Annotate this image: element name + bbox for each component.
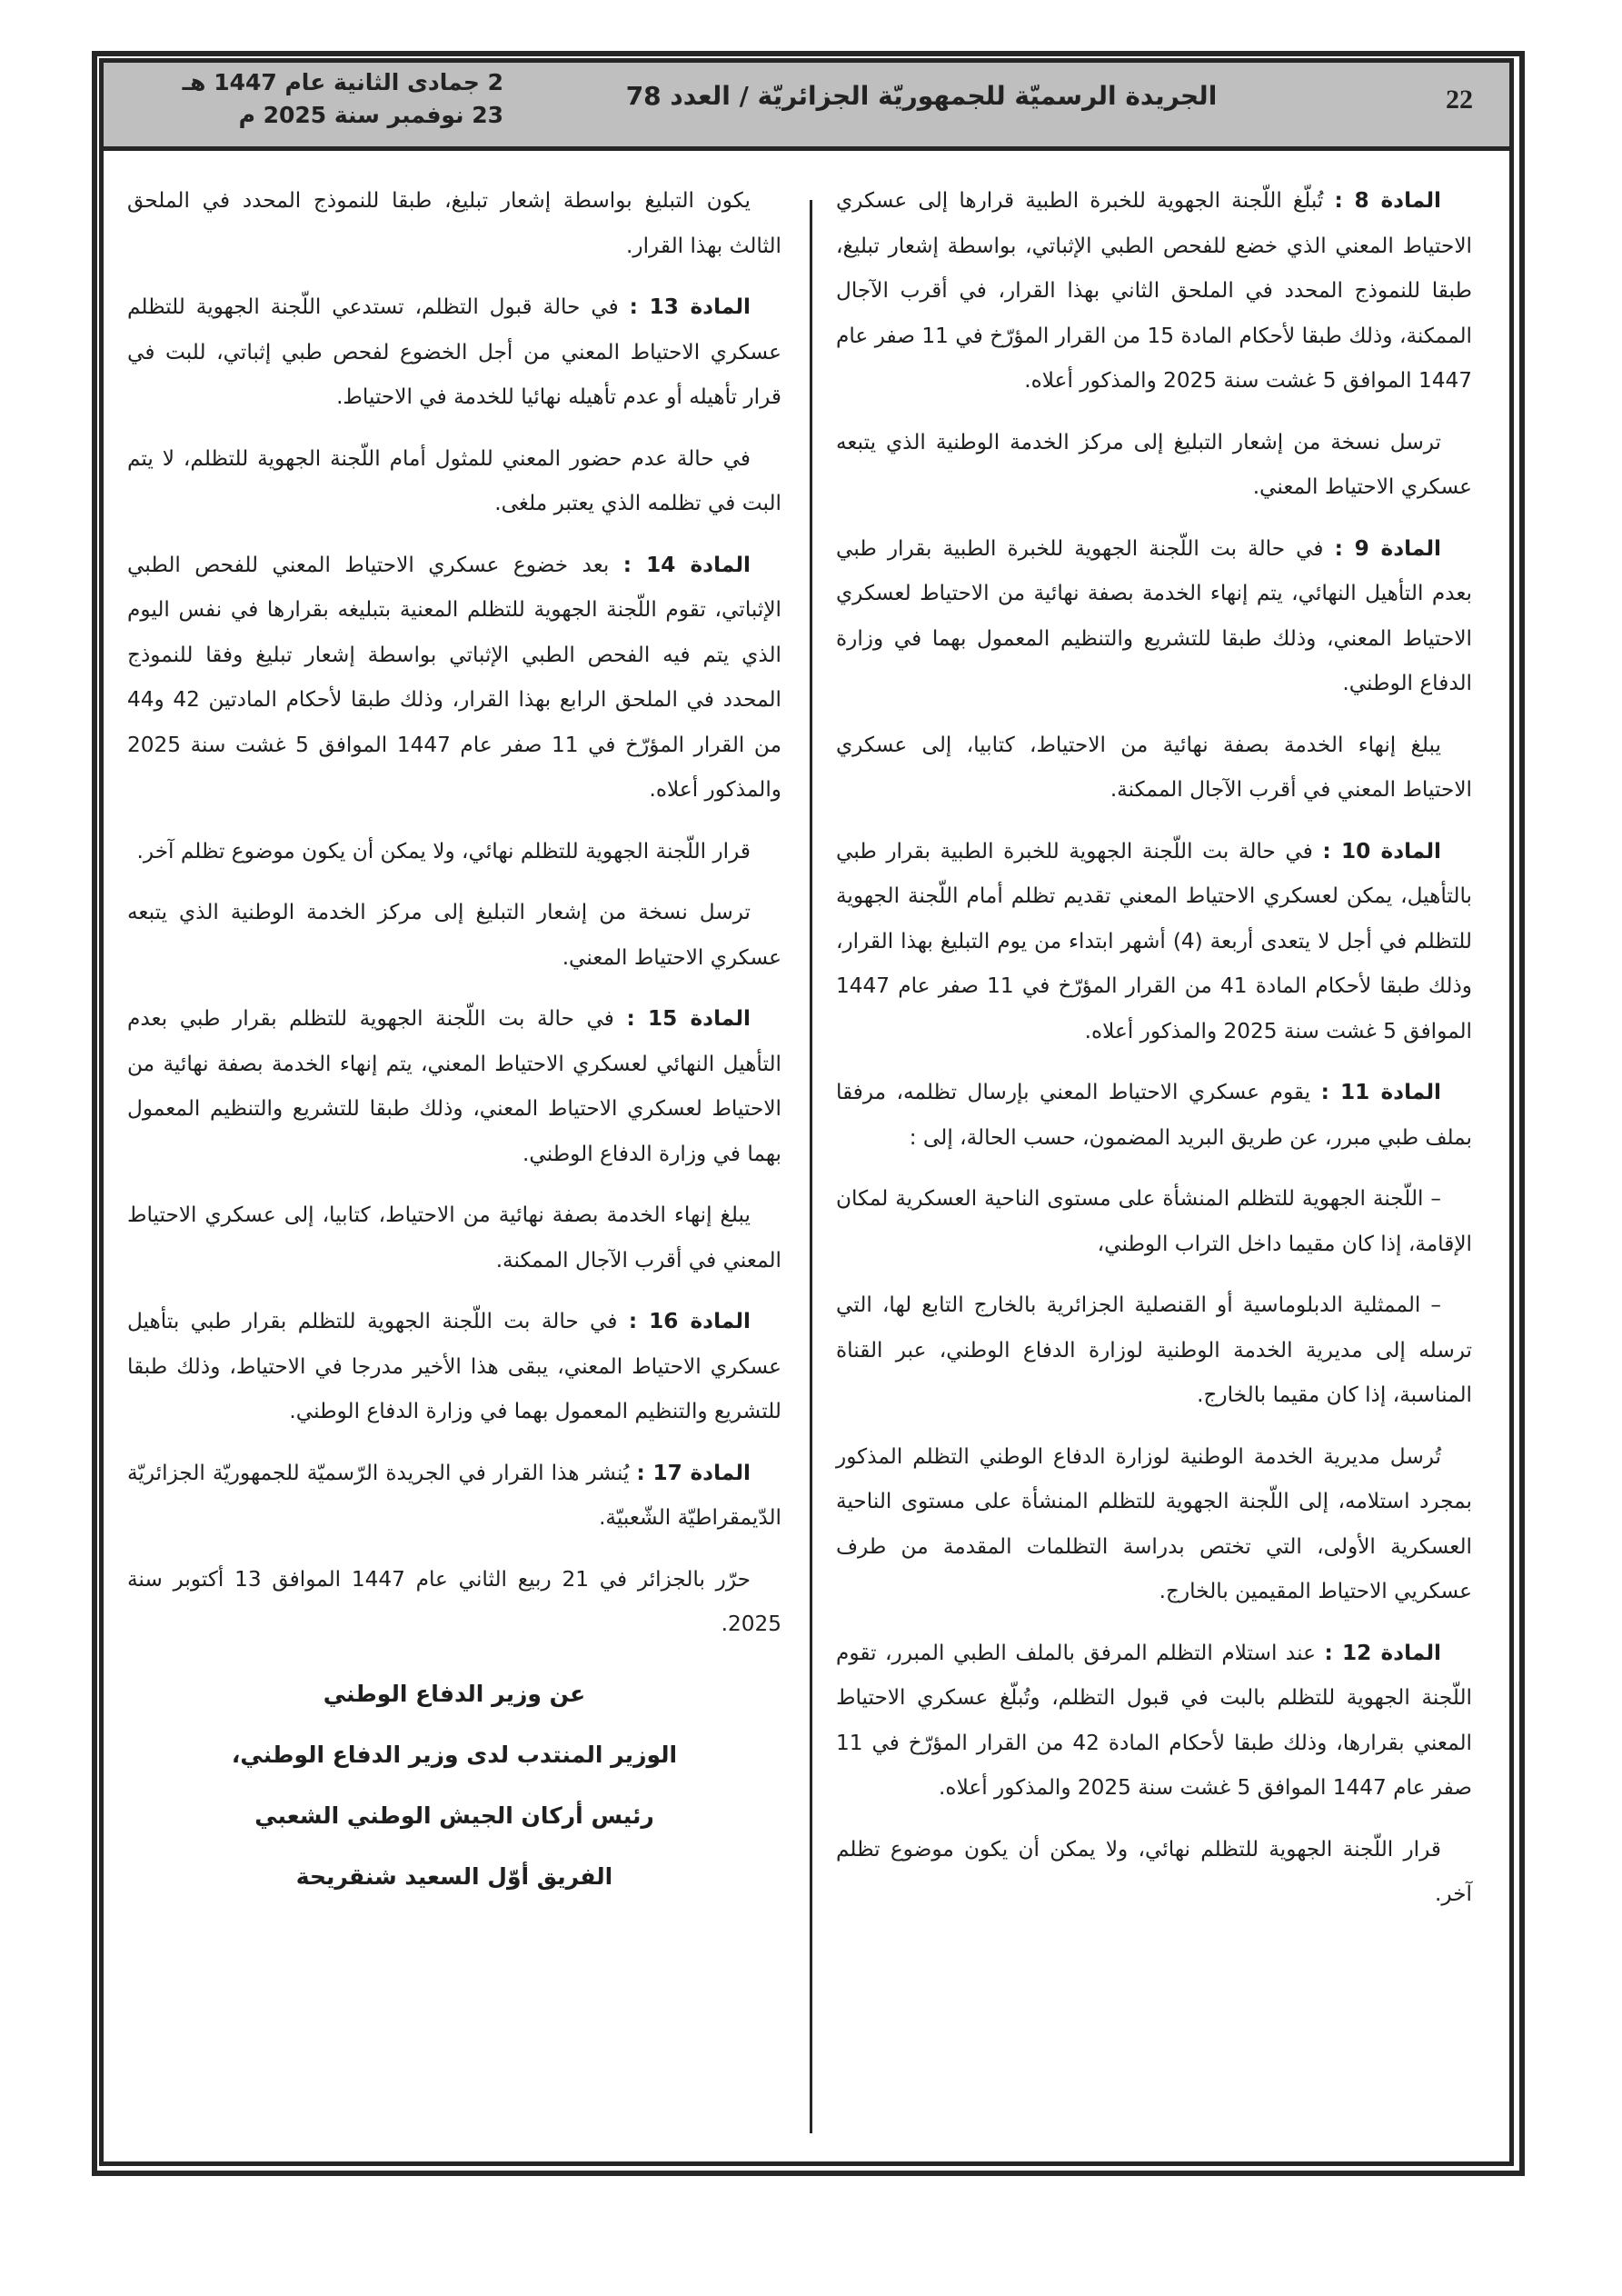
paragraph-text: تُرسل مديرية الخدمة الوطنية لوزارة الدفاع الوطني التظلم المذكور بمجرد استلامه، إلى اللّجنة الجهوية للتظلم المنشأة على مستوى الناحية العسكرية الأولى، التي تختص بدراسة التظلمات المقدمة من طرف عسكريي الاحتياط المقيمين بالخارج. xyxy=(836,1443,1472,1603)
right-column xyxy=(836,178,1472,1933)
article-text: في حالة بت اللّجنة الجهوية للتظلم بقرار طبي بعدم التأهيل النهائي لعسكري الاحتياط المعني، يتم إنهاء الخدمة بصفة نهائية من الاحتياط لعسكري الاحتياط المعني، وذلك طبقا للتشريع والتنظيم المعمول بهما في وزارة الدفاع الوطني. xyxy=(127,1006,781,1166)
article-text: في حالة بت اللّجنة الجهوية للتظلم بقرار طبي بتأهيل عسكري الاحتياط المعني، يبقى هذا الأخير مدرجا في الاحتياط، وذلك طبقا للتشريع والتنظيم المعمول بهما في وزارة الدفاع الوطني. xyxy=(127,1309,781,1423)
signature-line: الوزير المنتدب لدى وزير الدفاع الوطني، xyxy=(231,1741,678,1768)
date-hijri: 2 جمادى الثانية عام 1447 هـ xyxy=(182,69,503,95)
paragraph-text: ترسل نسخة من إشعار التبليغ إلى مركز الخدمة الوطنية الذي يتبعه عسكري الاحتياط المعني. xyxy=(127,900,781,970)
article-text: في حالة قبول التظلم، تستدعي اللّجنة الجهوية للتظلم عسكري الاحتياط المعني من أجل الخضوع لفحص طبي إثباتي، للبت في قرار تأهيله أو عدم تأهيله نهائيا للخدمة في الاحتياط. xyxy=(127,294,781,409)
article-text: تُبلّغ اللّجنة الجهوية للخبرة الطبية قرارها إلى عسكري الاحتياط المعني الذي خضع للفحص الطبي الإثباتي، بواسطة إشعار تبليغ، طبقا للنموذج المحدد في الملحق الثاني بهذا القرار، في أقرب الآجال الممكنة، وذلك طبقا لأحكام المادة 15 من القرار المؤرّخ في 11 صفر عام 1447 الموافق 5 غشت سنة 2025 والمذكور أعلاه. xyxy=(836,188,1472,393)
article-13 xyxy=(127,285,781,420)
list-item-text: – اللّجنة الجهوية للتظلم المنشأة على مستوى الناحية العسكرية لمكان الإقامة، إذا كان مقيما داخل التراب الوطني، xyxy=(836,1186,1472,1256)
article-15 xyxy=(127,996,781,1176)
article-label: المادة 16 : xyxy=(628,1309,751,1333)
issue-date xyxy=(113,66,503,132)
date-gregorian: 23 نوفمبر سنة 2025 م xyxy=(238,102,503,128)
paragraph-text: قرار اللّجنة الجهوية للتظلم نهائي، ولا يمكن أن يكون موضوع تظلم آخر. xyxy=(836,1836,1472,1906)
gazette-title: الجريدة الرسميّة للجمهوريّة الجزائريّة / العدد 78 xyxy=(625,81,1218,111)
article-text: يُنشر هذا القرار في الجريدة الرّسميّة للجمهوريّة الجزائريّة الدّيمقراطيّة الشّعبيّة. xyxy=(127,1460,781,1530)
issued-at xyxy=(127,1557,781,1647)
list-item xyxy=(836,1283,1472,1418)
left-column xyxy=(127,178,781,1907)
article-label: المادة 8 : xyxy=(1334,188,1441,213)
article-label: المادة 10 : xyxy=(1322,838,1441,863)
article-label: المادة 9 : xyxy=(1334,535,1441,561)
paragraph xyxy=(127,178,781,268)
paragraph xyxy=(836,723,1472,813)
list-item xyxy=(836,1176,1472,1266)
paragraph xyxy=(127,436,781,526)
article-label: المادة 12 : xyxy=(1324,1640,1441,1665)
page-number: 22 xyxy=(1446,85,1473,115)
article-label: المادة 13 : xyxy=(629,294,751,319)
article-8 xyxy=(836,178,1472,404)
article-label: المادة 11 : xyxy=(1320,1080,1441,1104)
article-text: في حالة بت اللّجنة الجهوية للخبرة الطبية بقرار طبي بالتأهيل، يمكن لعسكري الاحتياط المعني تقديم تظلم أمام اللّجنة الجهوية للتظلم في أجل لا يتعدى أربعة (4) أشهر ابتداء من يوم التبليغ بهذا القرار، وذلك طبقا لأحكام المادة 41 من القرار المؤرّخ في 11 صفر عام 1447 الموافق 5 غشت سنة 2025 والمذكور أعلاه. xyxy=(836,838,1473,1043)
article-label: المادة 15 : xyxy=(626,1006,751,1031)
article-text: بعد خضوع عسكري الاحتياط المعني للفحص الطبي الإثباتي، تقوم اللّجنة الجهوية للتظلم المعنية بتبليغه بقرارها في نفس اليوم الذي يتم فيه الفحص الطبي الإثباتي بواسطة إشعار تبليغ وفقا للنموذج المحدد في الملحق الرابع بهذا القرار، وذلك طبقا لأحكام المادتين 42 و44 من القرار المؤرّخ في 11 صفر عام 1447 الموافق 5 غشت سنة 2025 والمذكور أعلاه. xyxy=(127,552,781,802)
article-label: المادة 17 : xyxy=(636,1460,751,1485)
article-16 xyxy=(127,1299,781,1434)
paragraph-text: يبلغ إنهاء الخدمة بصفة نهائية من الاحتياط، كتابيا، إلى عسكري الاحتياط المعني في أقرب الآجال الممكنة. xyxy=(127,1203,781,1273)
issued-at-text: حرّر بالجزائر في 21 ربيع الثاني عام 1447 الموافق 13 أكتوبر سنة 2025. xyxy=(127,1566,781,1636)
paragraph xyxy=(127,829,781,874)
paragraph xyxy=(836,420,1472,510)
signatory-name: الفريق أوّل السعيد شنقريحة xyxy=(295,1862,613,1890)
article-9 xyxy=(836,526,1472,706)
article-14 xyxy=(127,543,781,813)
article-label: المادة 14 : xyxy=(622,552,751,577)
paragraph xyxy=(127,890,781,980)
paragraph-text: ترسل نسخة من إشعار التبليغ إلى مركز الخدمة الوطنية الذي يتبعه عسكري الاحتياط المعني. xyxy=(836,429,1472,499)
article-10 xyxy=(836,829,1472,1054)
paragraph xyxy=(836,1827,1472,1917)
signature-line: رئيس أركان الجيش الوطني الشعبي xyxy=(254,1802,654,1829)
list-item-text: – الممثلية الدبلوماسية أو القنصلية الجزائرية بالخارج التابع لها، التي ترسله إلى مديرية الخدمة الوطنية لوزارة الدفاع الوطني، عبر القناة المناسبة، إذا كان مقيما بالخارج. xyxy=(836,1293,1472,1407)
article-text: عند استلام التظلم المرفق بالملف الطبي المبرر، تقوم اللّجنة الجهوية للتظلم بالبت في قبول التظلم، وتُبلّغ عسكري الاحتياط المعني بقرارها، وذلك طبقا لأحكام المادة 42 من القرار المؤرّخ في 11 صفر عام 1447 الموافق 5 غشت سنة 2025 والمذكور أعلاه. xyxy=(836,1640,1472,1800)
paragraph-text: يبلغ إنهاء الخدمة بصفة نهائية من الاحتياط، كتابيا، إلى عسكري الاحتياط المعني في أقرب الآجال الممكنة. xyxy=(836,732,1472,802)
signature-line: عن وزير الدفاع الوطني xyxy=(323,1680,586,1707)
column-divider xyxy=(810,200,812,2133)
signature-block xyxy=(127,1663,781,1907)
article-12 xyxy=(836,1631,1472,1811)
page-header xyxy=(104,63,1509,151)
paragraph-text: قرار اللّجنة الجهوية للتظلم نهائي، ولا يمكن أن يكون موضوع تظلم آخر. xyxy=(136,838,751,863)
paragraph-text: يكون التبليغ بواسطة إشعار تبليغ، طبقا للنموذج المحدد في الملحق الثالث بهذا القرار. xyxy=(127,188,781,258)
paragraph xyxy=(836,1434,1472,1614)
paragraph xyxy=(127,1193,781,1283)
article-text: في حالة بت اللّجنة الجهوية للخبرة الطبية بقرار طبي بعدم التأهيل النهائي، يتم إنهاء الخدمة بصفة نهائية من الاحتياط لعسكري الاحتياط المعني، وذلك طبقا للتشريع والتنظيم المعمول بهما في وزارة الدفاع الوطني. xyxy=(836,535,1472,695)
article-17 xyxy=(127,1451,781,1541)
paragraph-text: في حالة عدم حضور المعني للمثول أمام اللّجنة الجهوية للتظلم، لا يتم البت في تظلمه الذي يعتبر ملغى. xyxy=(127,445,781,515)
article-11 xyxy=(836,1070,1472,1160)
article-text: يقوم عسكري الاحتياط المعني بإرسال تظلمه، مرفقا بملف طبي مبرر، عن طريق البريد المضمون، حسب الحالة، إلى : xyxy=(836,1080,1472,1150)
